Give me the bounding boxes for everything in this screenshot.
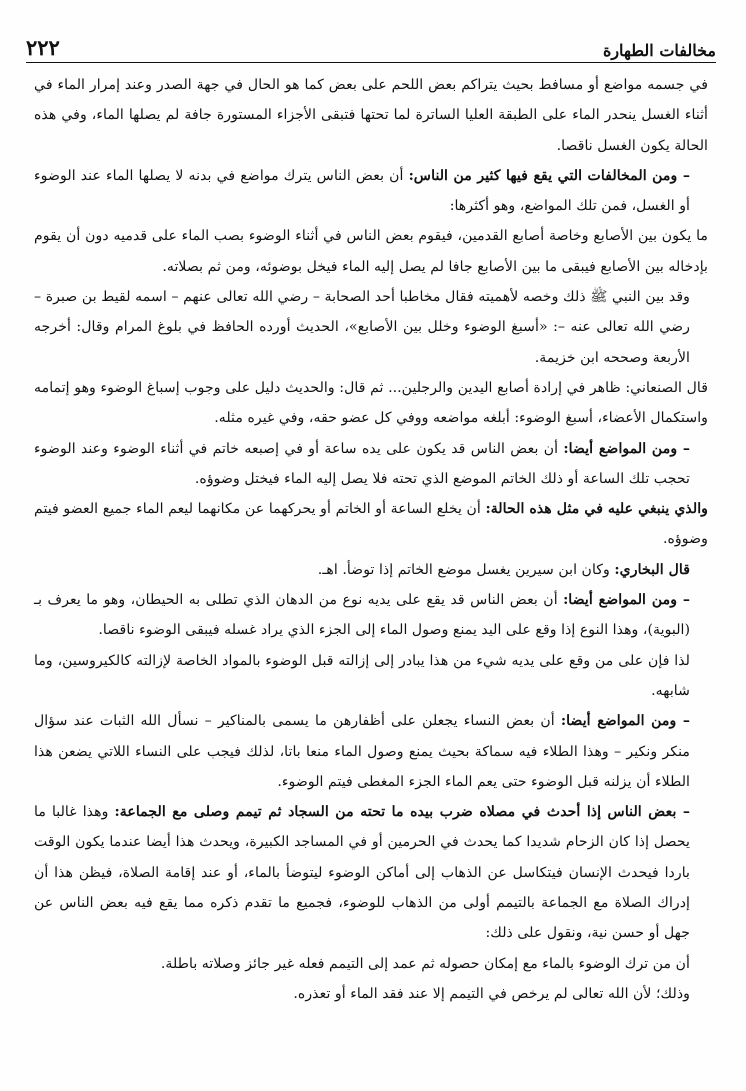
paragraph: – ومن المواضع أيضا: أن بعض الناس قد يكون على يده ساعة أو في إصبعه خاتم في أثناء الوضوء وعند الوضوء تحجب تلك الساعة أو ذلك الخاتم الموضع الذي تحته فلا يصل إليه الماء فيختل وضوؤه. bbox=[34, 440, 690, 487]
paragraph: – ومن المخالفات التي يقع فيها كثير من الناس: أن بعض الناس يترك مواضع في بدنه لا يصلها الماء عند الوضوء أو الغسل، فمن تلك المواضع، وهو أكثرها: bbox=[34, 167, 690, 215]
page-number: ٢٢٢ bbox=[26, 35, 60, 60]
paragraph: أن من ترك الوضوء بالماء مع إمكان حصوله ثم عمد إلى التيمم فعله غير جائز وصلاته باطلة. bbox=[160, 955, 690, 972]
running-title: مخالفات الطهارة bbox=[602, 41, 716, 60]
paragraph: وقد بين النبي ﷺ ذلك وخصه لأهميته فقال مخاطبا أحد الصحابة – رضي الله تعالى عنهم – اسمه لقيط بن صبرة – رضي الله تعالى عنه –: «أسبغ الوضوء وخلل بين الأصابع»، الحديث أورده الحافظ في بلوغ المرام وقال: أخرجه الأربعة وصححه ابن خزيمة. bbox=[34, 289, 690, 366]
paragraph: ما يكون بين الأصابع وخاصة أصابع القدمين، فيقوم بعض الناس في أثناء الوضوء بصب الماء على قدميه دون أن يقوم بإدخاله بين الأصابع فيبقى ما بين الأصابع جافا لم يصل إليه الماء فيخل بوضوئه، ومن ثم بصلاته. bbox=[34, 228, 708, 275]
header-rule bbox=[26, 62, 716, 63]
paragraph: في جسمه مواضع أو مسافط بحيث يتراكم بعض اللحم على بعض كما هو الحال في جهة الصدر وعند إمرار الماء في أثناء الغسل ينحدر الماء على الطبقة العليا الساترة لما تحتها فتبقى الأجزاء المستورة جافة لم يصلها الماء، وفي هذه الحالة يكون الغسل ناقصا. bbox=[34, 77, 708, 154]
paragraph: وذلك؛ لأن الله تعالى لم يرخص في التيمم إلا عند فقد الماء أو تعذره. bbox=[293, 985, 690, 1002]
paragraph: – ومن المواضع أيضا: أن بعض النساء يجعلن على أظفارهن ما يسمى بالمناكير – نسأل الله الثبات عند سؤال منكر ونكير – وهذا الطلاء فيه سماكة بحيث يمنع وصول الماء منعا باتا، لذلك فيجب على النساء اللاتي يضعن هذا الطلاء أن يزلنه قبل الوضوء حتى يعم الماء الجزء المغطى فيتم الوضوء. bbox=[34, 713, 690, 790]
paragraph: قال الصنعاني: ظاهر في إرادة أصابع اليدين والرجلين... ثم قال: والحديث دليل على وجوب إسباغ الوضوء وهو إتمامه واستكمال الأعضاء، أسبغ الوضوء: أبلغه مواضعه ووفي كل عضو حقه، وفي غيره مثله. bbox=[34, 379, 708, 427]
page-header bbox=[26, 30, 716, 60]
paragraph: والذي ينبغي عليه في مثل هذه الحالة: أن يخلع الساعة أو الخاتم أو يحركهما عن مكانهما ليعم الماء جميع العضو فيتم وضوؤه. bbox=[34, 501, 708, 548]
paragraph: لذا فإن على من وقع على يديه شيء من هذا يبادر إلى إزالته قبل الوضوء بالمواد الخاصة لإزالته كالكيروسين، وما شابهه. bbox=[34, 652, 690, 699]
paragraph: قال البخاري: وكان ابن سيرين يغسل موضع الخاتم إذا توضأ. اهـ. bbox=[317, 561, 690, 578]
paragraph: – بعض الناس إذا أحدث في مصلاه ضرب بيده ما تحته من السجاد ثم تيمم وصلى مع الجماعة: وهذا غالبا ما يحصل إذا كان الزحام شديدا كما يحدث في الحرمين أو في المساجد الكبيرة، ويحدث هذا أيضا عندما يكون الوقت باردا فيحدث الإنسان فيتكاسل عن الذهاب إلى أماكن الوضوء ليتوضأ بالماء، أو عند إقامة الصلاة، فيظن هذا أن إدراك الصلاة مع الجماعة بالتيمم أولى من الذهاب للوضوء، فجميع ما تقدم ذكره مما يقع فيه بعض الناس عن جهل أو حسن نية، ونقول على ذلك: bbox=[34, 804, 690, 942]
page-body bbox=[34, 70, 708, 1071]
paragraph: – ومن المواضع أيضا: أن بعض الناس قد يقع على يديه نوع من الدهان الذي تطلى به الحيطان، وهو ما يعرف بـ (البوية)، وهذا النوع إذا وقع على اليد يمنع وصول الماء إلى الجزء الذي يراد غسله فيبقى الوضوء ناقصا. bbox=[34, 592, 690, 639]
